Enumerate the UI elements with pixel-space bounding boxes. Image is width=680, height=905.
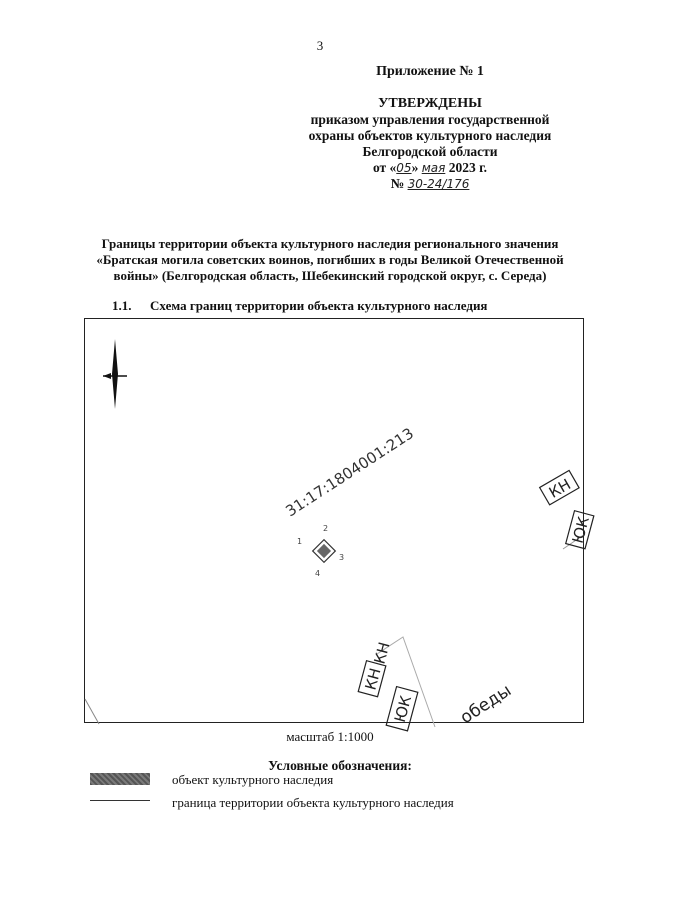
svg-text:КН: КН xyxy=(370,640,394,666)
approval-heading: УТВЕРЖДЕНЫ xyxy=(378,96,482,111)
svg-text:КН: КН xyxy=(361,666,385,692)
document-title xyxy=(70,236,590,284)
cadastral-number-label: 31:17:1804001:213 xyxy=(282,424,417,521)
date-year: 2023 г. xyxy=(448,160,488,175)
point-label-3: 3 xyxy=(339,553,345,562)
zone-label-kn-top xyxy=(540,470,579,504)
legend-label-boundary: граница территории объекта культурного наследия xyxy=(172,795,454,810)
page-number: 3 xyxy=(316,38,324,53)
document-title-line-1: Границы территории объекта культурного наследия регионального значения xyxy=(101,236,559,251)
zone-label-kn-upper xyxy=(370,640,393,666)
boundary-map xyxy=(84,318,593,729)
approval-line-2: охраны объектов культурного наследия xyxy=(308,128,552,143)
date-day: 05 xyxy=(396,161,412,175)
zone-label-yuk-bottom xyxy=(386,687,418,731)
document-title-line-3: войны» (Белгородская область, Шебекинский городской округ, с. Середа) xyxy=(113,268,547,283)
map-drawing xyxy=(85,319,593,729)
point-label-2: 2 xyxy=(323,524,329,533)
date-mid: » xyxy=(411,160,419,175)
scale-label: масштаб 1:1000 xyxy=(286,729,374,744)
svg-text:ЮК: ЮК xyxy=(390,693,416,725)
section-number: 1.1. xyxy=(112,298,132,313)
point-label-4: 4 xyxy=(315,569,321,578)
heritage-object-marker xyxy=(313,540,336,563)
section-title: Схема границ территории объекта культурного наследия xyxy=(150,298,488,313)
parcel-corner-line xyxy=(85,699,99,724)
legend-label-heritage-object: объект культурного наследия xyxy=(172,772,334,787)
approval-number xyxy=(300,176,560,192)
zone-label-yuk-right xyxy=(566,511,594,549)
approval-date xyxy=(300,160,560,176)
point-label-1: 1 xyxy=(297,537,303,546)
number-prefix: № xyxy=(390,176,405,191)
legend-title: Условные обозначения: xyxy=(268,758,412,773)
approval-line-1: приказом управления государственной xyxy=(310,112,550,127)
date-prefix: от « xyxy=(372,160,397,175)
svg-text:ЮК: ЮК xyxy=(568,514,593,546)
approval-line-3: Белгородской области xyxy=(362,144,498,159)
date-month: мая xyxy=(421,161,446,175)
number-value: 30-24/176 xyxy=(407,177,470,191)
section-heading xyxy=(112,298,487,314)
approval-block xyxy=(300,96,560,192)
north-arrow-icon xyxy=(103,339,127,409)
legend-swatch-boundary-line xyxy=(90,800,150,801)
legend-swatch-heritage-object xyxy=(90,773,150,785)
street-name-label: обеды xyxy=(456,680,516,729)
document-title-line-2: «Братская могила советских воинов, погибших в годы Великой Отечественной xyxy=(96,252,564,267)
zone-label-kn-lower xyxy=(358,661,386,697)
svg-text:КН: КН xyxy=(545,475,574,502)
appendix-title: Приложение № 1 xyxy=(376,64,484,79)
